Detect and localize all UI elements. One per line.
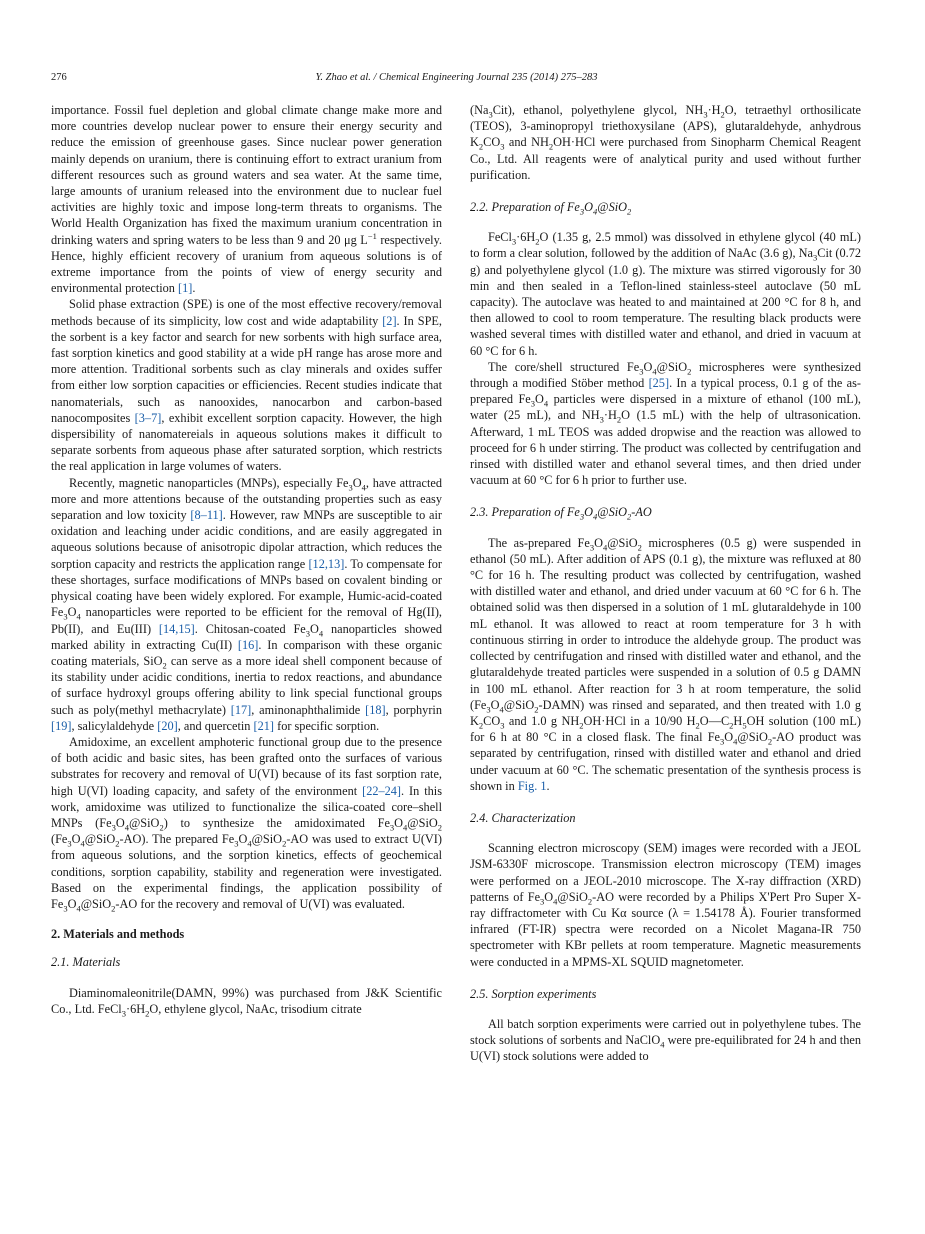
paragraph: Amidoxime, an excellent amphoteric functional group due to the presence of both acidic and basic sites, has been grafted onto the surfaces of various substrates for recovery and removal of U(VI) because of its fast sorption rate, high U(VI) loading capacity, and safety of the environment [22–24]. In this work, amidoxime was utilized to functionalize the silica-coated core–shell MNPs $(Fe_3O_4@SiO_2)$ to synthesize the amidoximated $Fe_3O_4@SiO_2$ $(Fe_3O_4@SiO_2-AO)$. The prepared $Fe_3O_4@SiO_2-AO$ was used to extract U(VI) from aqueous solutions, and the sorption kinetics, effects of geochemical conditions, sorption capability, stability and regeneration were investigated. Based on the experimental findings, the application possibility of $Fe_3O_4@SiO_2-AO$ for the recovery and removal of U(VI) was evaluated. — [51, 734, 443, 914]
paragraph: Diaminomaleonitrile(DAMN, 99%) was purchased from J&K Scientific Co., Ltd. $FeCl_3\cdot 6H_2O$, ethylene glycol, NaAc, trisodium citrate — [51, 985, 442, 1019]
right-column — [470, 102, 861, 1065]
paragraph: All batch sorption experiments were carried out in polyethylene tubes. The stock solutions of sorbents and NaClO$_4$ were pre-equilibrated for 24 h and then U(VI) stock solutions were added to — [470, 1016, 861, 1064]
subsection-heading: 2.1. Materials — [51, 955, 121, 970]
left-column — [51, 102, 442, 1017]
subsection-heading: 2.4. Characterization — [470, 810, 576, 825]
paragraph: importance. Fossil fuel depletion and global climate change make more and more countries develop nuclear power to ensure their energy security and reduce the emission of greenhouse gases. Since nuclear power generation mainly depends on uranium, there is continuing effort to extract uranium from different resources such as ground waters and sea water. At the same time, large amounts of uranium released into the environment due to nuclear fuel activities are highly toxic and impose long-term threats to organisms. The World Health Organization has fixed the maximum uranium concentration in drinking waters and spring waters to be less than 9 and 20 μg $L^{-1}$ respectively. Hence, highly efficient recovery of uranium from aqueous solutions is of extreme importance from the points of view of energy security and environmental protection [1]. — [51, 103, 443, 296]
paragraph: Scanning electron microscopy (SEM) images were recorded with a JEOL JSM-6330F microscope. Transmission electron microscopy (TEM) images were performed on a JEOL-2010 microscope. The X-ray diffraction (XRD) patterns of $Fe_3O_4@SiO_2-AO$ were recorded by a Philips X'Pert Pro Super X-ray diffractometer with Cu Kα source (λ = 1.54178 Å). Fourier transformed infrared (FT-IR) spectra were recorded on a Nicolet Magana-IR 750 spectrometer with KBr pellets at room temperature. Magnetic measurements were conducted in a MPMS-XL SQUID magnetometer. — [470, 841, 861, 969]
paragraph: Recently, magnetic nanoparticles (MNPs), especially $Fe_3O_4$, have attracted more and more attentions because of the outstanding properties such as easy separation and low toxicity [8–11]. However, raw MNPs are susceptible to air oxidation and leaching under acidic conditions, and are easily aggregated in aqueous solutions because of anisotropic dipolar attraction, which reduces the sorption capacity and restricts the application range [12,13]. To compensate for these shortages, surface modifications of MNPs based on covalent binding or physical coating have been widely explored. For example, Humic-acid-coated $Fe_3O_4$ nanoparticles were reported to be efficient for the removal of Hg(II), Pb(II), and Eu(III) [14,15]. Chitosan-coated $Fe_3O_4$ nanoparticles showed marked ability in extracting Cu(II) [16]. In comparison with these organic coating materials, SiO$_2$ can serve as a more ideal shell component because of its stability under acidic conditions, inertia to redox reactions, and abundance of surface hydroxyl groups offering ability to link special functional groups such as poly(methyl methacrylate) [17], aminonaphthalimide [18], porphyrin [19], salicylaldehyde [20], and quercetin [21] for specific sorption. — [51, 475, 443, 733]
subsection-heading: 2.2. Preparation of $Fe_3O_4@SiO_2$ — [470, 200, 632, 217]
paragraph: $(Na_3Cit)$, ethanol, polyethylene glycol, $NH_3\cdot H_2O$, tetraethyl orthosilicate (TEOS), 3-aminopropyl triethoxysilane (APS), glutaraldehyde, anhydrous $K_2CO_3$ and $NH_2OH\cdot HCl$ were purchased from Sinopharm Chemical Reagent Co., Ltd. All reagents were of analytical purity and used without further purification. — [470, 103, 861, 182]
paragraph: Solid phase extraction (SPE) is one of the most effective recovery/removal methods because of its simplicity, low cost and wide adaptability [2]. In SPE, the sorbent is a key factor and search for new sorbents with high surface area, fast sorption kinetics and good stability at a wide pH range has arose more and more attention. Traditional sorbents such as clay minerals and oxides suffer from either low sorption capacities or efficiencies. Recent studies indicate that nanomaterials, such as nanooxides, nanocarbon and carbon-based nanocomposites [3–7], exhibit excellent sorption capacity. However, the high dispersibility of nanomatereials in aqueous solutions makes it difficult to separate sorbents from aqueous phase after saturated sorption, which restricts the real application in large volumes of waters. — [51, 297, 442, 474]
paragraph: $FeCl_3\cdot 6H_2O$ (1.35 g, 2.5 mmol) was dissolved in ethylene glycol (40 mL) to form a clear solution, followed by the addition of NaAc (3.6 g), $Na_3Cit$ (0.72 g) and polyethylene glycol (1.0 g). The mixture was stirred vigorously for 30 min and then sealed in a Teflon-lined stainless-steel autoclave (50 mL capacity). The autoclave was heated to and maintained at 200 °C for 8 h, and then allowed to cool to room temperature. The resulting black products were washed several times with distilled water and ethanol, and dried in vacuum at 60 °C for 6 h. — [470, 230, 861, 358]
running-head: Y. Zhao et al. / Chemical Engineering Journal 235 (2014) 275–283 — [315, 72, 598, 83]
paragraph: The as-prepared $Fe_3O_4@SiO_2$ microspheres (0.5 g) were suspended in ethanol (50 mL). After addition of APS (0.1 g), the mixture was refluxed at 80 °C for 16 h. The resulting product was collected by centrifugation, washed with distilled water and ethanol, and dried under vacuum at 60 °C for 6 h. The obtained solid was then dispersed in a solution of 1 mL glutaraldehyde in 100 mL ethanol. It was allowed to react at room temperature for 3 h with continuous stirring in order to introduce the aldehyde group. The product was collected by centrifugation and rinsed with distilled water and ethanol, and the glutaraldehyde treated particles were suspended in a solution of 0.5 g DAMN in 100 mL ethanol. After reaction for 3 h at room temperature, the solid $(Fe_3O_4@SiO_2-DAMN)$ was rinsed and separated, and then treated with 1.0 g $K_2CO_3$ and 1.0 g $NH_2OH\cdot HCl$ in a 10/90 $H_2O—C_2H_5OH$ solution (100 mL) for 6 h at 80 °C in a closed flask. The final $Fe_3O_4@SiO_2-AO$ product was separated by centrifugation, rinsed with distilled water and ethanol and dried under vacuum at 60 °C. The schematic presentation of the synthesis process is shown in Fig. 1. — [470, 535, 861, 793]
page-header — [51, 72, 862, 88]
paragraph: The core/shell structured $Fe_3O_4@SiO_2$ microspheres were synthesized through a modified Stöber method [25]. In a typical process, 0.1 g of the as-prepared $Fe_3O_4$ particles were dispersed in a mixture of ethanol (100 mL), water (25 mL), and $NH_3\cdot H_2O$ (1.5 mL) with the help of ultrasonication. Afterward, 1 mL TEOS was added dropwise and the reaction was allowed to proceed for 6 h under stirring. The product was collected by centrifugation and rinsed with distilled water and ethanol several times, and then dried under vacuum at 60 °C for 6 h prior to further use. — [470, 359, 862, 488]
subsection-heading: 2.5. Sorption experiments — [470, 986, 597, 1001]
page-number: 276 — [51, 72, 67, 83]
subsection-heading: 2.3. Preparation of $Fe_3O_4@SiO_2-AO$ — [470, 505, 652, 522]
section-heading: 2. Materials and methods — [51, 927, 185, 942]
